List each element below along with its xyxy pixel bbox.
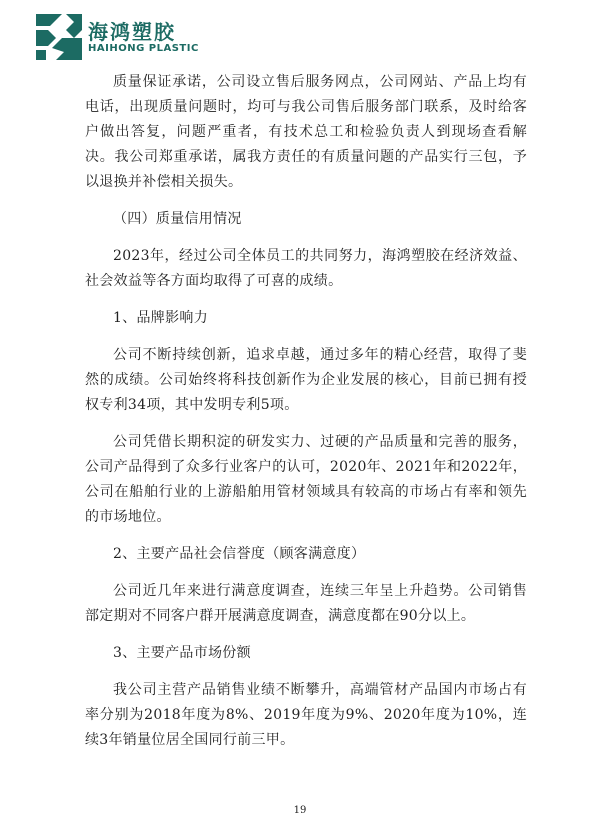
paragraph-market-share: 我公司主营产品销售业绩不断攀升，高端管材产品国内市场占有率分别为2018年度为8%、2019年度为9%、2020年度为10%，连续3年销量位居全国同行前三甲。 [85, 682, 527, 748]
paragraph-satisfaction-survey: 公司近几年来进行满意度调查，连续三年呈上升趋势。公司销售部定期对不同客户群开展满意度调查，满意度都在90分以上。 [85, 583, 527, 624]
subheading-customer-satisfaction: 2、主要产品社会信誉度（顾客满意度） [113, 546, 366, 562]
subheading-brand-influence: 1、品牌影响力 [113, 310, 209, 326]
paragraph-quality-promise: 质量保证承诺，公司设立售后服务网点，公司网站、产品上均有电话，出现质量问题时，均可与我公司售后服务部门联系，及时给客户做出答复，问题严重者，有技术总工和检验负责人到现场查看解决。我公司郑重承诺，属我方责任的有质量问题的产品实行三包，予以退换并补偿相关损失。 [85, 74, 527, 190]
haihong-logo-icon [36, 14, 82, 60]
paragraph-innovation: 公司不断持续创新，追求卓越，通过多年的精心经营，取得了斐然的成绩。公司始终将科技创新作为企业发展的核心，目前已拥有授权专利34项，其中发明专利5项。 [85, 347, 527, 413]
paragraph-market-position: 公司凭借长期积淀的研发实力、过硬的产品质量和完善的服务，公司产品得到了众多行业客户的认可，2020年、2021年和2022年，公司在船舶行业的上游船舶用管材领域具有较高的市场占有率和领先的市场地位。 [85, 434, 527, 525]
subheading-market-share: 3、主要产品市场份额 [113, 645, 251, 661]
logo-name-en: HAIHONG PLASTIC [88, 43, 199, 54]
logo-name-cn: 海鸿塑胶 [88, 20, 176, 44]
paragraph-2023-summary: 2023年，经过公司全体员工的共同努力，海鸿塑胶在经济效益、社会效益等各方面均取得了可喜的成绩。 [85, 248, 527, 289]
company-logo [36, 14, 206, 62]
page-number: 19 [293, 805, 307, 816]
document-body [85, 70, 527, 753]
section-heading-quality-credit: （四）质量信用情况 [113, 211, 242, 227]
